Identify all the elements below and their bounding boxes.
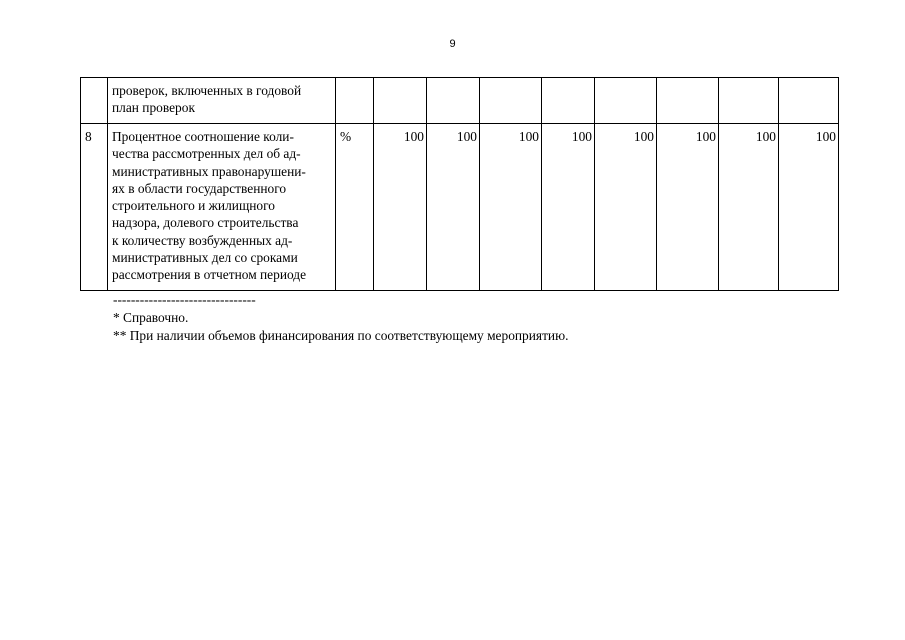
value-cell	[480, 78, 542, 124]
indicator-text	[108, 124, 336, 291]
text-line: министративных правонарушени-	[112, 163, 306, 179]
value-cell: 100	[427, 124, 480, 291]
row-number: 8	[81, 124, 108, 291]
value-cell: 100	[374, 124, 427, 291]
value-cell	[542, 78, 595, 124]
value-cell	[719, 78, 779, 124]
value-cell: 100	[779, 124, 839, 291]
value-cell: 100	[542, 124, 595, 291]
text-line: рассмотрения в отчетном периоде	[112, 267, 307, 283]
footnote-2: ** При наличии объемов финансирования по соответствующему мероприятию.	[113, 328, 569, 343]
value-cell	[779, 78, 839, 124]
unit-cell: %	[336, 124, 374, 291]
text-line: Процентное соотношение коли-	[112, 129, 294, 144]
text-line: ях в области государственного	[112, 180, 287, 196]
footnote-separator: --------------------------------	[113, 292, 256, 307]
table-row	[81, 124, 839, 291]
text-line: надзора, долевого строительства	[112, 215, 299, 231]
page-number: 9	[449, 38, 456, 50]
text-line: министративных дел со сроками	[112, 250, 298, 266]
value-cell	[595, 78, 657, 124]
value-cell: 100	[595, 124, 657, 291]
value-cell	[427, 78, 480, 124]
row-number	[81, 78, 108, 124]
value-cell	[374, 78, 427, 124]
text-line: чества рассмотренных дел об ад-	[112, 146, 301, 162]
value-cell: 100	[719, 124, 779, 291]
table-row	[81, 78, 839, 124]
unit-cell	[336, 78, 374, 124]
text-line: к количеству возбужденных ад-	[112, 232, 293, 248]
text-line: строительного и жилищного	[112, 198, 275, 214]
value-cell	[657, 78, 719, 124]
indicators-table	[80, 77, 839, 291]
value-cell: 100	[480, 124, 542, 291]
value-cell: 100	[657, 124, 719, 291]
footnote-1: * Справочно.	[113, 310, 189, 325]
indicator-text: проверок, включенных в годовой план проверок	[108, 78, 336, 124]
